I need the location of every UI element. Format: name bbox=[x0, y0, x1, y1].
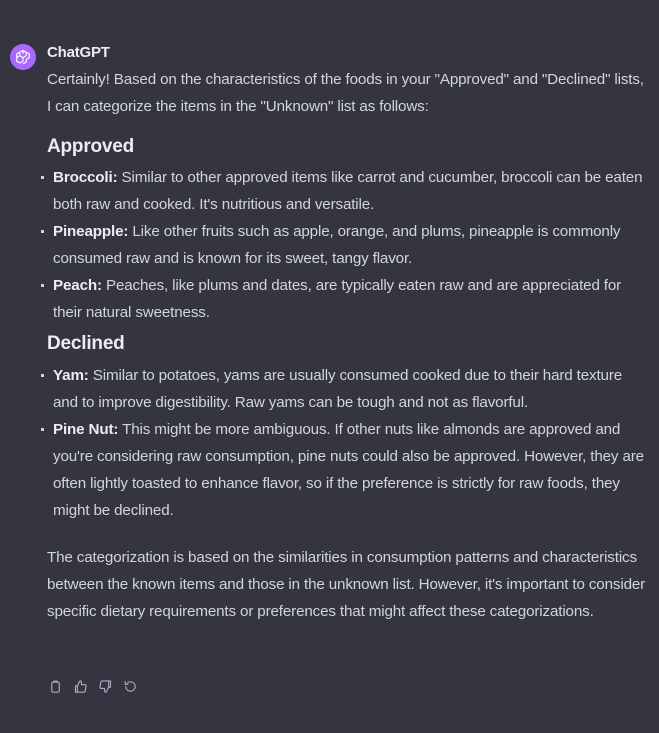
item-text: Peaches, like plums and dates, are typically eaten raw and are appreciated for their natural sweetness. bbox=[53, 277, 622, 321]
chatgpt-avatar bbox=[10, 44, 36, 70]
copy-button[interactable] bbox=[47, 678, 64, 695]
conclusion-paragraph: The categorization is based on the similarities in consumption patterns and characteristics between the known items and those in the unknown list. However, it's important to consider specific dietary requirements or preferences that might affect these categorizations. bbox=[47, 549, 646, 620]
thumbs-down-button[interactable] bbox=[97, 678, 114, 695]
item-text: This might be more ambiguous. If other nuts like almonds are approved and you're considering raw consumption, pine nuts could also be approved. However, they are often lightly toasted to enhance flavor, so if the preference is strictly for raw foods, they might be declined. bbox=[53, 421, 644, 519]
item-text: Like other fruits such as apple, orange, and plums, pineapple is commonly consumed raw and is known for its sweet, tangy flavor. bbox=[53, 223, 621, 267]
intro-paragraph: Certainly! Based on the characteristics of the foods in your "Approved" and "Declined" lists, I can categorize the items in the "Unknown" list as follows: bbox=[47, 71, 644, 115]
list-item bbox=[47, 218, 647, 272]
message-actions bbox=[47, 678, 139, 695]
item-term: Pineapple: bbox=[53, 223, 129, 240]
item-text: Similar to other approved items like carrot and cucumber, broccoli can be eaten both raw and cooked. It's nutritious and versatile. bbox=[53, 169, 643, 213]
declined-list bbox=[47, 362, 647, 524]
list-item bbox=[47, 272, 647, 326]
thumbs-down-icon bbox=[98, 679, 113, 694]
openai-logo-icon bbox=[14, 48, 32, 66]
copy-icon bbox=[48, 679, 63, 694]
list-item bbox=[47, 164, 647, 218]
regenerate-icon bbox=[123, 679, 138, 694]
message-author: ChatGPT bbox=[47, 44, 110, 61]
item-term: Peach: bbox=[53, 277, 102, 294]
item-term: Yam: bbox=[53, 367, 89, 384]
item-text: Similar to potatoes, yams are usually consumed cooked due to their hard texture and to improve digestibility. Raw yams can be tough and not as flavorful. bbox=[53, 367, 623, 411]
message-content bbox=[47, 66, 647, 625]
approved-list bbox=[47, 164, 647, 326]
item-term: Broccoli: bbox=[53, 169, 118, 186]
regenerate-button[interactable] bbox=[122, 678, 139, 695]
section-heading-declined: Declined bbox=[47, 333, 125, 354]
thumbs-up-icon bbox=[73, 679, 88, 694]
thumbs-up-button[interactable] bbox=[72, 678, 89, 695]
item-term: Pine Nut: bbox=[53, 421, 119, 438]
list-item bbox=[47, 362, 647, 416]
list-item bbox=[47, 416, 647, 524]
section-heading-approved: Approved bbox=[47, 136, 135, 157]
